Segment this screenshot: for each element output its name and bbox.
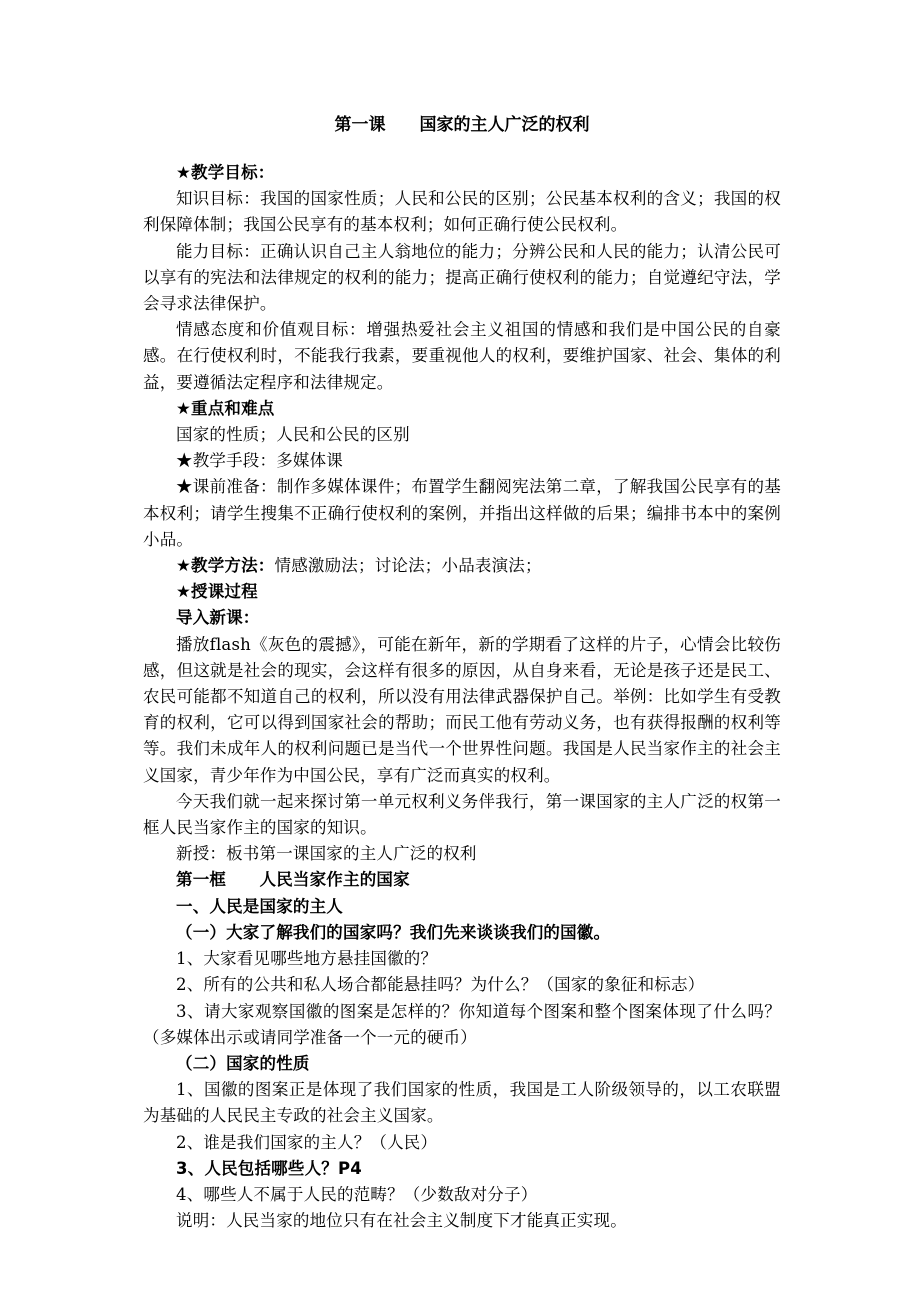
teaching-methods-text: 情感激励法；讨论法；小品表演法；: [274, 556, 542, 576]
heading-frame-1: 第一框 人民当家作主的国家: [176, 870, 410, 890]
explanation-note: 说明：人民当家的地位只有在社会主义制度下才能真正实现。: [176, 1211, 627, 1231]
lesson-preparation: ★课前准备：制作多媒体课件；布置学生翻阅宪法第二章，了解我国公民享有的基本权利；请学生搜集不正确行使权利的案例，并指出这样做的后果；编排书本中的案例小品。: [143, 477, 781, 549]
intro-paragraph-1: 播放flash《灰色的震撼》，可能在新年，新的学期看了这样的片子，心情会比较伤感，但这就是社会的现实，会这样有很多的原因，从自身来看，无论是孩子还是民工、农民可能都不知道自己的权利，所以没有用法律武器保护自己。举例：比如学生有受教育的权利，它可以得到国家社会的帮助；而民工他有劳动义务，也有获得报酬的权利等等。我们未成年人的权利问题已是当代一个世界性问题。我国是人民当家作主的社会主义国家，青少年作为中国公民，享有广泛而真实的权利。: [143, 634, 781, 785]
nature-point-2: 2、谁是我们国家的主人？（人民）: [176, 1132, 438, 1152]
question-3: 3、请大家观察国徽的图案是怎样的？你知道每个图案和整个图案体现了什么吗？（多媒体出示或请同学准备一个一元的硬币）: [143, 1001, 781, 1047]
question-1: 1、大家看见哪些地方悬挂国徽的？: [176, 949, 438, 969]
heading-intro: 导入新课：: [176, 608, 260, 628]
teaching-means: ★教学手段：多媒体课: [176, 451, 343, 471]
document-page: [143, 108, 781, 1234]
knowledge-goal: 知识目标：我国的国家性质；人民和公民的区别；公民基本权利的含义；我国的权利保障体制；我国公民享有的基本权利；如何正确行使公民权利。: [143, 189, 781, 235]
nature-point-3: 3、人民包括哪些人？P4: [176, 1158, 362, 1178]
heading-subsection-2: （二）国家的性质: [176, 1053, 310, 1073]
teaching-methods-label: ★教学方法：: [176, 556, 275, 576]
nature-point-4: 4、哪些人不属于人民的范畴？（少数敌对分子）: [176, 1184, 538, 1204]
heading-process: ★授课过程: [176, 582, 258, 602]
intro-paragraph-2: 今天我们就一起来探讨第一单元权利义务伴我行，第一课国家的主人广泛的权第一框人民当家作主的国家的知识。: [143, 791, 781, 838]
heading-key-points: ★重点和难点: [176, 398, 275, 418]
heading-subsection-1: （一）大家了解我们的国家吗？我们先来谈谈我们的国徽。: [176, 922, 611, 942]
emotion-goal: 情感态度和价值观目标：增强热爱社会主义祖国的情感和我们是中国公民的自豪感。在行使权利时，不能我行我素，要重视他人的权利，要维护国家、社会、集体的利益，要遵循法定程序和法律规定。: [143, 320, 781, 392]
ability-goal: 能力目标：正确认识自己主人翁地位的能力；分辨公民和人民的能力；认清公民可以享有的宪法和法律规定的权利的能力；提高正确行使权利的能力；自觉遵纪守法，学会寻求法律保护。: [143, 241, 781, 314]
heading-teaching-goals: ★教学目标：: [176, 163, 275, 182]
nature-point-1: 1、国徽的图案正是体现了我们国家的性质，我国是工人阶级领导的，以工农联盟为基础的人民民主专政的社会主义国家。: [143, 1080, 781, 1126]
question-2: 2、所有的公共和私人场合都能悬挂吗？为什么？（国家的象征和标志）: [176, 975, 705, 995]
new-lesson-line: 新授：板书第一课国家的主人广泛的权利: [176, 844, 477, 864]
teaching-methods: [143, 553, 781, 579]
key-points-text: 国家的性质；人民和公民的区别: [176, 425, 410, 445]
lesson-title: 第一课 国家的主人广泛的权利: [334, 115, 590, 135]
heading-section-1: 一、人民是国家的主人: [176, 896, 343, 916]
